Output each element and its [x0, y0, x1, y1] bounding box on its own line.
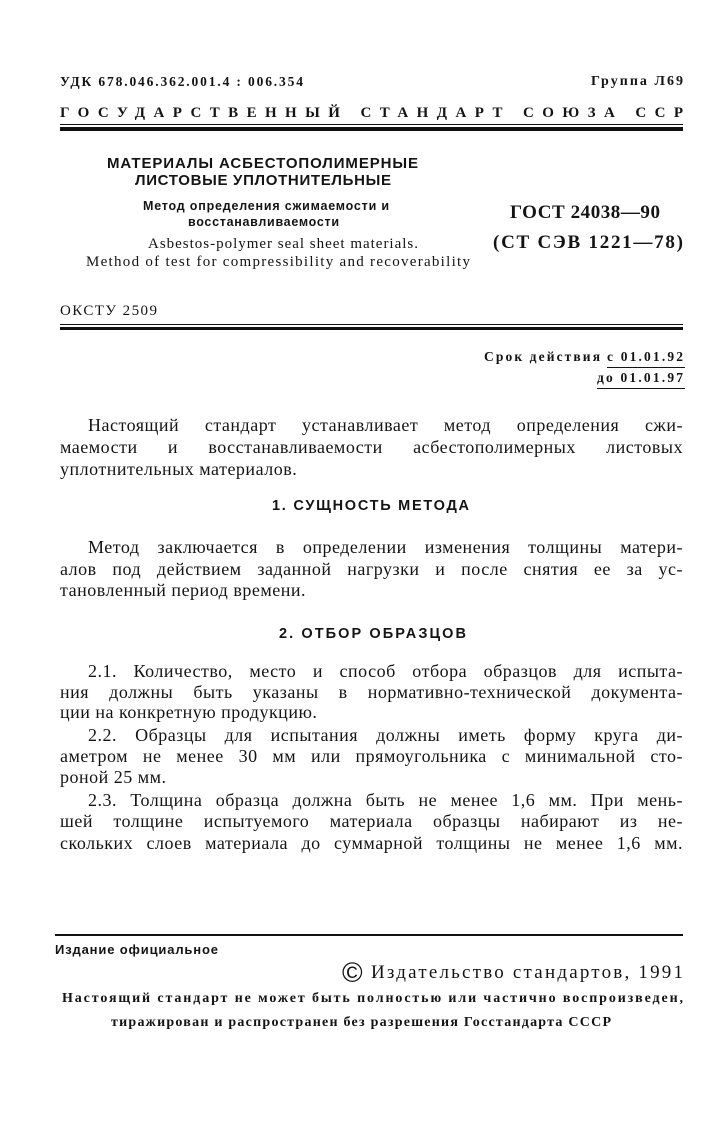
edition-label: Издание официальное: [55, 942, 219, 957]
intro-line: маемости и восстанавливаемости асбестополимерных листовых: [60, 437, 683, 457]
header-rule-thin: [60, 124, 683, 125]
paragraph-line: ния должны быть указаны в нормативно-технической документа-: [60, 682, 683, 702]
copyright-icon: ©: [342, 957, 363, 988]
st-sev-number: (СТ СЭВ 1221—78): [493, 232, 685, 253]
title-line: МАТЕРИАЛЫ АСБЕСТОПОЛИМЕРНЫЕ: [107, 155, 419, 172]
validity-from-prefix: с: [607, 349, 616, 364]
english-title-line: Method of test for compressibility and recoverability: [86, 254, 472, 270]
title-line: ЛИСТОВЫЕ УПЛОТНИТЕЛЬНЫЕ: [135, 172, 392, 189]
validity-from: [607, 348, 685, 368]
reproduction-notice-line: Настоящий стандарт не может быть полностью или частично воспроизведен,: [62, 991, 685, 1006]
okstu-code: ОКСТУ 2509: [60, 303, 159, 319]
validity-label: Срок действия: [484, 349, 603, 364]
paragraph-line: скольких слоев материала до суммарной толщины не менее 1,6 мм.: [60, 833, 683, 853]
validity-from-date: 01.01.92: [620, 349, 686, 364]
method-title-line: восстанавливаемости: [188, 215, 340, 229]
header-rule-thick: [60, 127, 683, 131]
section-rule-thin: [60, 324, 683, 325]
paragraph-line: алов под действием заданной нагрузки и после снятия ее за ус-: [60, 559, 683, 579]
section-heading: 1. СУЩНОСТЬ МЕТОДА: [272, 498, 471, 514]
paragraph-line: шей толщине испытуемого материала образцы набирают из не-: [60, 811, 683, 831]
publisher-line: Издательство стандартов, 1991: [371, 962, 686, 983]
paragraph-line: роной 25 мм.: [60, 767, 167, 787]
validity-to-prefix: до: [597, 370, 615, 385]
section-heading: 2. ОТБОР ОБРАЗЦОВ: [279, 626, 469, 642]
paragraph-line: 2.1. Количество, место и способ отбора образцов для испыта-: [88, 661, 683, 681]
gost-number: ГОСТ 24038—90: [510, 202, 661, 223]
group-code: Группа Л69: [591, 74, 686, 89]
english-title-line: Asbestos-polymer seal sheet materials.: [148, 236, 419, 252]
state-standard-banner: ГОСУДАРСТВЕННЫЙ СТАНДАРТ СОЮЗА ССР: [60, 105, 692, 121]
method-title-line: Метод определения сжимаемости и: [143, 199, 390, 213]
paragraph-line: ции на конкретную продукцию.: [60, 702, 318, 722]
reproduction-notice-line: тиражирован и распространен без разрешения Госстандарта СССР: [111, 1015, 613, 1030]
paragraph-line: Метод заключается в определении изменения толщины матери-: [88, 537, 683, 557]
paragraph-line: 2.3. Толщина образца должна быть не менее 1,6 мм. При мень-: [88, 790, 683, 810]
paragraph-line: 2.2. Образцы для испытания должны иметь форму круга ди-: [88, 725, 683, 745]
intro-line: Настоящий стандарт устанавливает метод определения сжи-: [88, 415, 683, 435]
paragraph-line: аметром не менее 30 мм или прямоугольника с минимальной сто-: [60, 746, 683, 766]
validity-to-date: 01.01.97: [620, 370, 686, 385]
udk-code: УДК 678.046.362.001.4 : 006.354: [60, 74, 305, 89]
intro-line: уплотнительных материалов.: [60, 459, 298, 479]
section-rule-thick: [60, 327, 683, 330]
validity-to: [597, 369, 685, 389]
paragraph-line: тановленный период времени.: [60, 580, 306, 600]
footer-rule: [55, 934, 683, 936]
